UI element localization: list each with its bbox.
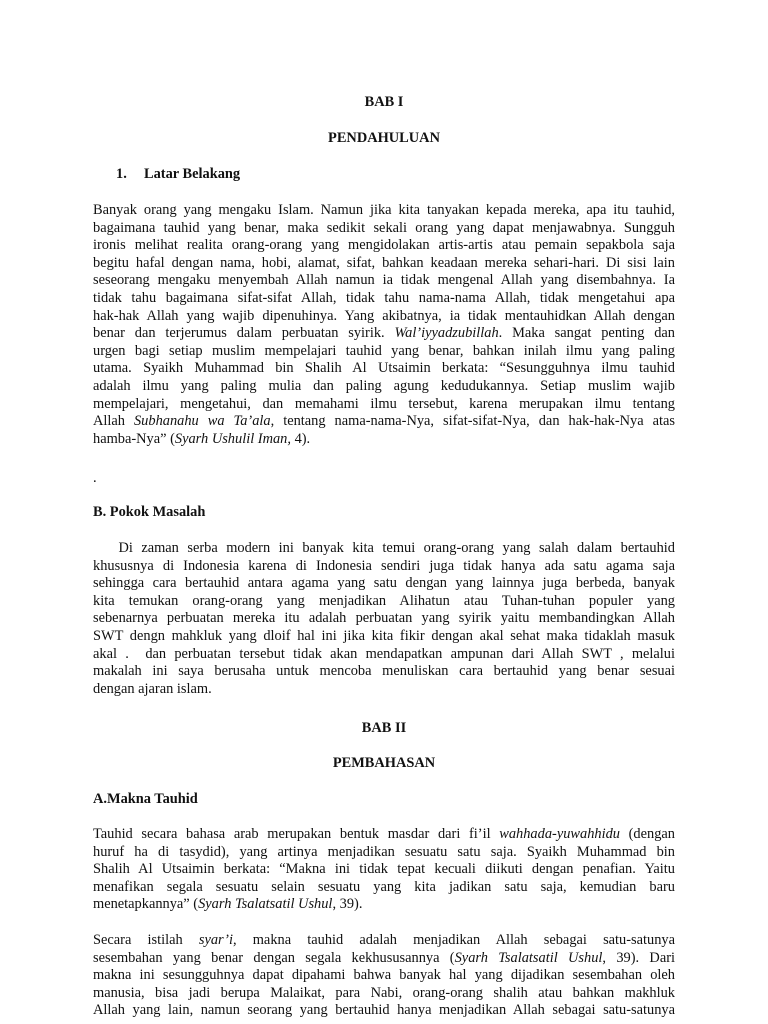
line-text: ironis melihat realita orang-orang yang mengidolakan artis-artis atau pemain sepakbola saja bbox=[93, 237, 675, 254]
text-line bbox=[93, 325, 675, 343]
line-text: Di zaman serba modern ini banyak kita temui orang-orang yang salah dalam bertauhid bbox=[93, 540, 675, 556]
line-text: makna ini sesungguhnya dapat dipahami bahwa banyak hal yang dijadikan sesembahan oleh bbox=[93, 967, 675, 984]
text-line bbox=[93, 290, 675, 308]
line-text: menafikan segala sesuatu selain sesuatu yang kita jadikan satu saja, kemudian baru bbox=[93, 878, 675, 895]
italic-term: Wal’iyyadzubillah bbox=[394, 325, 499, 342]
chapter-subtitle-2: PEMBAHASAN bbox=[332, 755, 436, 771]
text-line bbox=[93, 896, 675, 914]
text-line bbox=[93, 220, 675, 238]
text-line bbox=[93, 272, 675, 290]
line-text: hamba-Nya” ( bbox=[93, 430, 175, 447]
line-text: menetapkannya” ( bbox=[93, 896, 199, 913]
text-line bbox=[93, 628, 675, 646]
line-text: Secara istilah bbox=[93, 932, 199, 948]
line-text: Allah yang lain, namun seorang yang bertauhid hanya menjadikan Allah sebagai satu-satunya bbox=[93, 1002, 675, 1019]
line-text: 4). bbox=[290, 430, 311, 447]
text-line bbox=[93, 378, 675, 396]
line-text: , makna tauhid adalah menjadikan Allah sebagai satu-satunya bbox=[232, 932, 675, 948]
text-line bbox=[93, 575, 675, 593]
section-heading-pokok: B. Pokok Masalah bbox=[93, 504, 206, 520]
line-text: , tentang nama-nama-Nya, sifat-sifat-Nya, dan hak-hak-Nya atas bbox=[270, 413, 675, 430]
line-text: , 39). bbox=[332, 896, 363, 913]
text-line bbox=[93, 985, 675, 1003]
line-text: begitu hafal dengan nama, hobi, alamat, sifat, bahkan keadaan mereka sehari-hari. Di sisi lain bbox=[93, 254, 675, 271]
line-text: (dengan bbox=[619, 826, 675, 842]
line-text: Allah bbox=[93, 413, 134, 430]
text-line bbox=[93, 540, 675, 558]
text-line bbox=[93, 610, 675, 628]
line-text: Tauhid secara bahasa arab merupakan bentuk masdar dari fi’il bbox=[93, 826, 500, 842]
paragraph-latar bbox=[93, 202, 675, 448]
text-line bbox=[93, 844, 675, 862]
section-heading-latar bbox=[116, 166, 240, 184]
line-text: sesembahan yang benar dengan segala kekhususannya ( bbox=[93, 949, 455, 966]
line-text: mempelajari, mengetahui, dan memahami ilmu tersebut, karena merupakan ilmu tentang bbox=[93, 395, 675, 412]
chapter-title: BAB I bbox=[364, 94, 404, 110]
paragraph-makna-1 bbox=[93, 826, 675, 914]
line-text: huruf ha di tasydid), yang artinya menjadikan sesuatu satu saja. Syaikh Muhammad bin bbox=[93, 843, 675, 860]
line-text: SWT dengn mahkluk yang dloif hal ini jika kita fikir dengan akal sehat maka tidaklah masuk bbox=[93, 627, 675, 644]
text-line bbox=[93, 879, 675, 897]
line-text: Shalih Al Utsaimin berkata: “Makna ini tidak tepat kecuali diikuti dengan penafian. Yaitu bbox=[93, 861, 675, 878]
italic-term: wahhada-yuwahhidu bbox=[499, 826, 620, 842]
stray-dot: . bbox=[93, 470, 97, 486]
line-text: akal . dan perbuatan tersebut tidak akan mendapatkan ampunan dari Allah SWT , melalui bbox=[93, 645, 675, 662]
text-line bbox=[93, 967, 675, 985]
text-line bbox=[93, 1002, 675, 1020]
text-line bbox=[93, 396, 675, 414]
line-text: bagaimana tauhid yang benar, maka sedikit sekali orang yang dapat menjawabnya. Sungguh bbox=[93, 219, 675, 236]
line-text: , 39). Dari bbox=[602, 949, 675, 966]
italic-term: Syarh Ushulil Iman, bbox=[174, 430, 291, 447]
text-line bbox=[93, 237, 675, 255]
italic-term: Subhanahu wa Ta’ala bbox=[133, 413, 271, 430]
line-text: Banyak orang yang mengaku Islam. Namun jika kita tanyakan kepada mereka, apa itu tauhid, bbox=[93, 202, 675, 218]
paragraph-pokok bbox=[93, 540, 675, 698]
line-text: adalah ilmu yang paling mulia dan paling agung kedudukannya. Setiap muslim wajib bbox=[93, 377, 675, 394]
text-line bbox=[93, 360, 675, 378]
line-text: . Maka sangat penting dan bbox=[498, 325, 675, 342]
line-text: kita temukan orang-orang yang menjadikan Alihatun atau Tuhan-tuhan populer yang bbox=[93, 592, 675, 609]
text-line bbox=[93, 413, 675, 431]
line-text: benar dan terjerumus dalam perbuatan syirik. bbox=[93, 325, 395, 342]
italic-term: syar’i bbox=[198, 932, 233, 948]
section-number: 1. bbox=[116, 166, 127, 182]
italic-term: Syarh Tsalatsatil Ushul bbox=[198, 896, 333, 913]
line-text: seseorang mengaku menyembah Allah namun ia tidak mengenal Allah yang disembahnya. Ia bbox=[93, 272, 675, 289]
line-text: makalah ini saya berusaha untuk mencoba menuliskan cara bertauhid yang benar sesuai bbox=[93, 663, 675, 680]
italic-term: Syarh Tsalatsatil Ushul bbox=[454, 949, 603, 966]
text-line bbox=[93, 343, 675, 361]
text-line bbox=[93, 663, 675, 681]
text-line bbox=[93, 932, 675, 950]
section-heading-makna: A.Makna Tauhid bbox=[93, 791, 198, 807]
line-text: sebenarnya perbuatan mereka itu adalah perbuatan yang syirik yaitu membandingkan Allah bbox=[93, 610, 675, 627]
line-text: khususnya di Indonesia karena di Indonesia sendiri juga tidak hanya ada satu agama saja bbox=[93, 557, 675, 574]
line-text: hak-hak Allah yang wajib dipenuhinya. Yang akibatnya, ia tidak mentauhidkan Allah dengan bbox=[93, 307, 675, 324]
text-line bbox=[93, 593, 675, 611]
text-line bbox=[93, 681, 675, 699]
text-line bbox=[93, 202, 675, 220]
section-heading-text: Latar Belakang bbox=[144, 166, 241, 182]
chapter-subtitle: PENDAHULUAN bbox=[328, 130, 440, 146]
text-line bbox=[93, 431, 675, 449]
line-text: utama. Syaikh Muhammad bin Shalih Al Utsaimin berkata: “Sesungguhnya ilmu tauhid bbox=[93, 360, 675, 377]
text-line bbox=[93, 950, 675, 968]
line-text: tidak tahu bagaimana sifat-sifat Allah, tidak tahu nama-nama Allah, tidak mengetahui apa bbox=[93, 289, 675, 306]
paragraph-makna-2 bbox=[93, 932, 675, 1020]
text-line bbox=[93, 861, 675, 879]
chapter-title-2: BAB II bbox=[361, 720, 407, 736]
line-text: urgen bagi setiap muslim mempelajari tauhid yang benar, bahkan inilah ilmu yang paling bbox=[93, 342, 675, 359]
line-text: manusia, bisa jadi berupa Malaikat, para Nabi, orang-orang shalih atau bahkan makhluk bbox=[93, 984, 675, 1001]
text-line bbox=[93, 255, 675, 273]
line-text: sehingga cara bertauhid antara agama yang satu dengan yang lainnya juga berbeda, banyak bbox=[93, 575, 675, 592]
line-text: dengan ajaran islam. bbox=[93, 680, 212, 697]
text-line bbox=[93, 646, 675, 664]
text-line bbox=[93, 308, 675, 326]
text-line bbox=[93, 826, 675, 844]
text-line bbox=[93, 558, 675, 576]
